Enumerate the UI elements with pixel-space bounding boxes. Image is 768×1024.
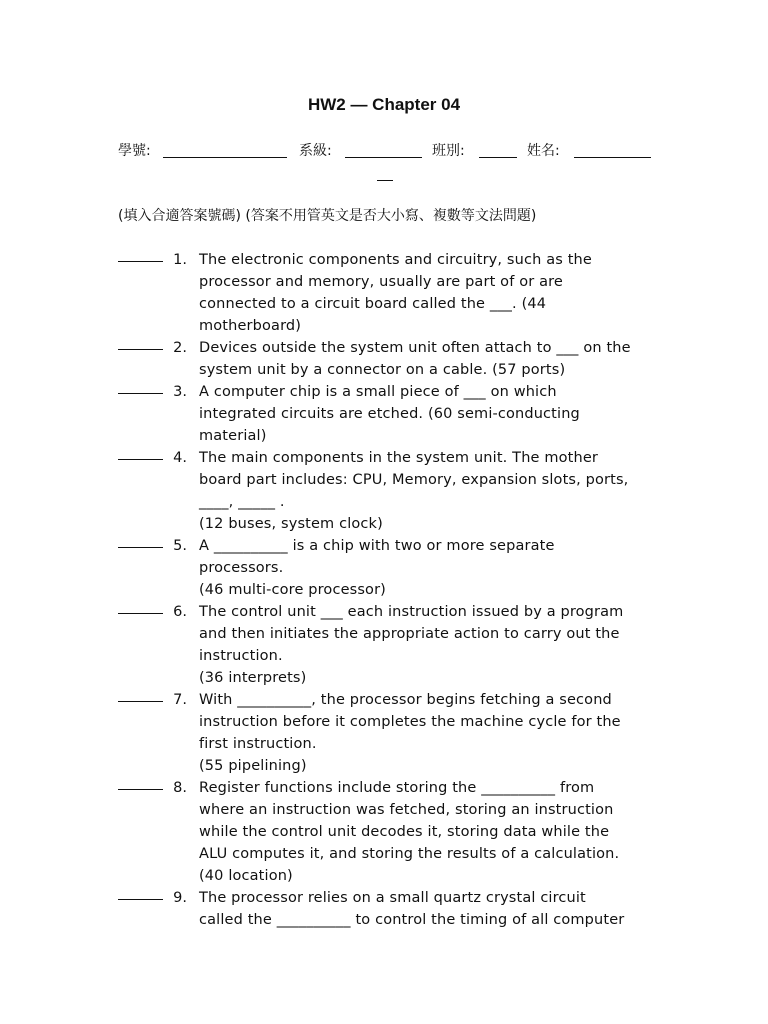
question-number: 6.	[173, 604, 187, 620]
question-text-line: board part includes: CPU, Memory, expansion slots, ports,	[199, 472, 629, 488]
department-blank	[345, 140, 422, 158]
question-text-line: The main components in the system unit. The mother	[199, 450, 599, 466]
question-text-line: With __________, the processor begins fetching a second	[199, 692, 612, 708]
question-text-line: Devices outside the system unit often attach to ___ on the	[199, 340, 631, 356]
question-text-line: integrated circuits are etched. (60 semi-conducting	[199, 406, 580, 422]
question-text-line: A __________ is a chip with two or more separate	[199, 538, 555, 554]
question-item	[118, 337, 658, 381]
question-number: 1.	[173, 252, 187, 268]
question-number: 8.	[173, 780, 187, 796]
question-text-line: (40 location)	[199, 868, 293, 884]
question-text-line: The processor relies on a small quartz crystal circuit	[199, 890, 586, 906]
question-text-line: and then initiates the appropriate action to carry out the	[199, 626, 620, 642]
question-text-line: The control unit ___ each instruction issued by a program	[199, 604, 624, 620]
question-text-line: ____, _____ .	[199, 494, 285, 510]
question-text-line: The electronic components and circuitry, such as the	[199, 252, 592, 268]
name-label: 姓名:	[527, 143, 560, 159]
question-text-line: motherboard)	[199, 318, 302, 334]
question-text-line: ALU computes it, and storing the results of a calculation.	[199, 846, 620, 862]
question-item	[118, 689, 658, 777]
class-label: 班別:	[432, 143, 465, 159]
question-text-line: material)	[199, 428, 267, 444]
page-title: HW2 — Chapter 04	[307, 95, 461, 114]
question-text-line: processor and memory, usually are part of or are	[199, 274, 564, 290]
student-id-label: 學號:	[118, 143, 151, 159]
question-text-line: (55 pipelining)	[199, 758, 307, 774]
question-text-line: (46 multi-core processor)	[199, 582, 386, 598]
answer-blank	[118, 789, 163, 790]
answer-blank	[118, 613, 163, 614]
answer-blank	[118, 459, 163, 460]
question-text-line: (36 interprets)	[199, 670, 307, 686]
question-item	[118, 601, 658, 689]
question-number: 7.	[173, 692, 187, 708]
question-text-line: instruction before it completes the machine cycle for the	[199, 714, 621, 730]
answer-blank	[118, 261, 163, 262]
question-text-line: while the control unit decodes it, storing data while the	[199, 824, 610, 840]
instruction-text: (填入合適答案號碼) (答案不用管英文是否大小寫、複數等文法問題)	[118, 208, 537, 224]
question-text-line: where an instruction was fetched, storing an instruction	[199, 802, 614, 818]
answer-blank	[118, 899, 163, 900]
question-item	[118, 447, 658, 535]
answer-blank	[118, 547, 163, 548]
answer-blank	[118, 349, 163, 350]
question-item	[118, 249, 658, 337]
question-number: 5.	[173, 538, 187, 554]
question-number: 2.	[173, 340, 187, 356]
question-text-line: called the __________ to control the timing of all computer	[199, 912, 625, 928]
name-blank	[574, 140, 651, 158]
question-item	[118, 535, 658, 601]
department-label: 系級:	[299, 143, 332, 159]
question-item	[118, 381, 658, 447]
student-info-row	[118, 140, 658, 162]
question-text-line: connected to a circuit board called the ___. (44	[199, 296, 547, 312]
question-item	[118, 777, 658, 887]
class-blank	[479, 140, 517, 158]
question-text-line: (12 buses, system clock)	[199, 516, 383, 532]
question-number: 4.	[173, 450, 187, 466]
student-id-blank	[163, 140, 287, 158]
question-text-line: system unit by a connector on a cable. (57 ports)	[199, 362, 566, 378]
question-text-line: processors.	[199, 560, 284, 576]
answer-blank	[118, 701, 163, 702]
question-text-line: Register functions include storing the __________ from	[199, 780, 595, 796]
question-item	[118, 887, 658, 931]
question-text-line: first instruction.	[199, 736, 317, 752]
answer-blank	[118, 393, 163, 394]
name-blank-continuation	[377, 180, 393, 181]
question-number: 3.	[173, 384, 187, 400]
question-text-line: instruction.	[199, 648, 283, 664]
question-number: 9.	[173, 890, 187, 906]
question-text-line: A computer chip is a small piece of ___ on which	[199, 384, 557, 400]
